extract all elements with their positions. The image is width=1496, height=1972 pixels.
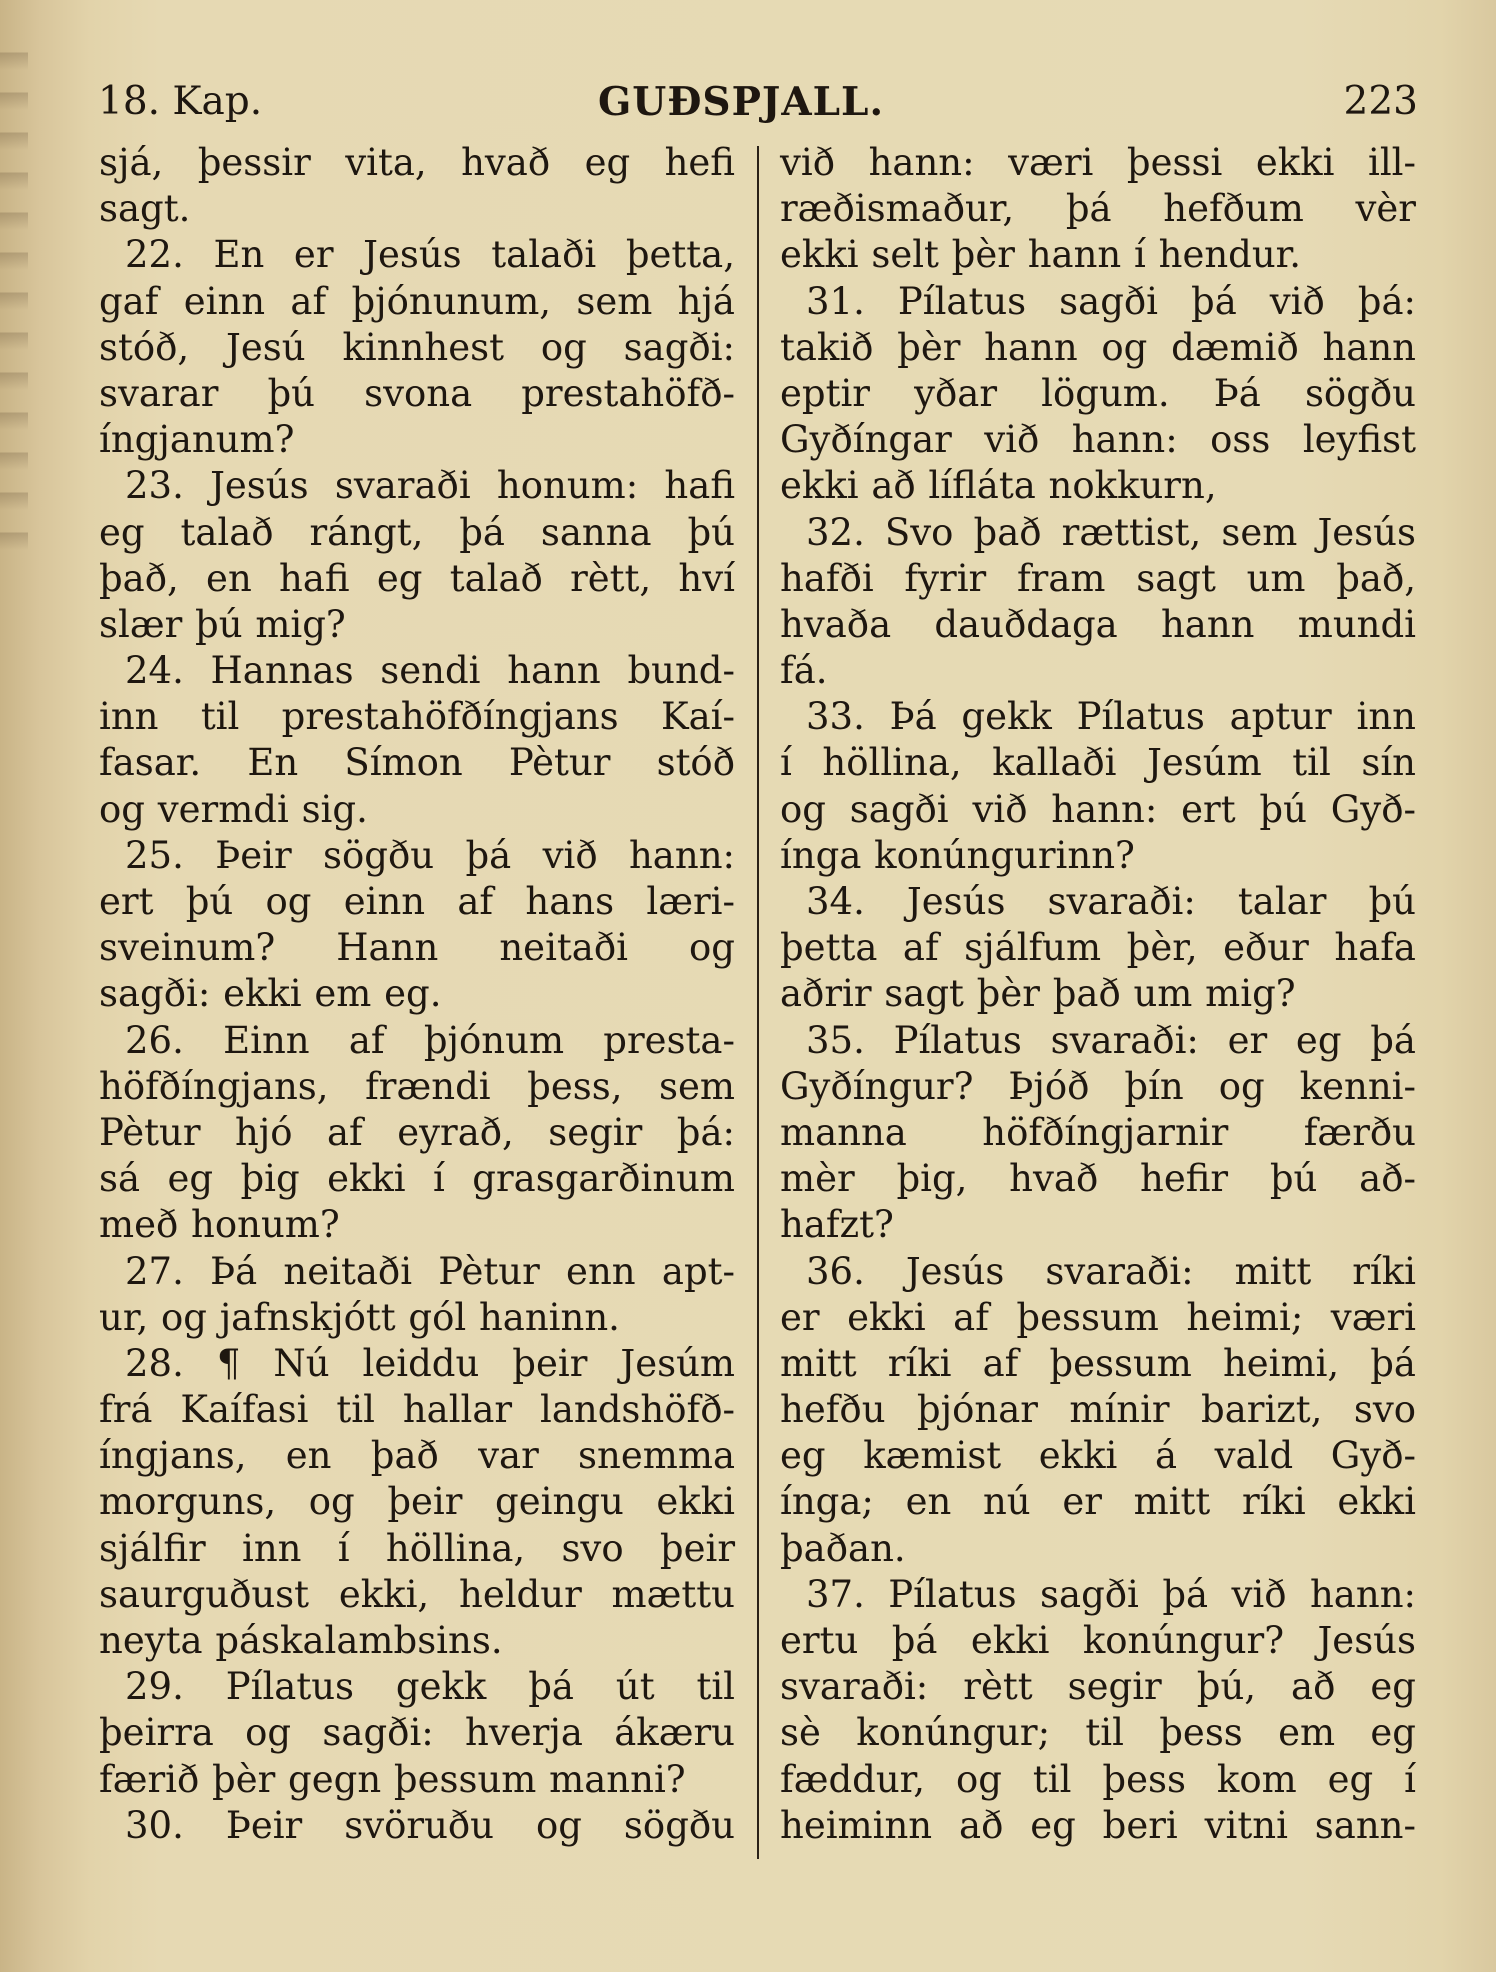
text-line: svaraði: rètt segir þú, að eg: [780, 1665, 1416, 1709]
text-line: 31. Pílatus sagði þá við þá:: [806, 279, 1416, 323]
text-line: 29. Pílatus gekk þá út til: [125, 1665, 735, 1709]
text-line: 37. Pílatus sagði þá við hann:: [806, 1572, 1416, 1616]
text-line: fæddur, og til þess kom eg í: [780, 1757, 1416, 1801]
text-line: með honum?: [99, 1203, 340, 1247]
text-line: sè konúngur; til þess em eg: [780, 1711, 1416, 1755]
text-line: 24. Hannas sendi hann bund-: [125, 649, 735, 693]
text-line: ínga konúngurinn?: [780, 833, 1135, 877]
page-number: 223: [1343, 79, 1418, 124]
book-title: GUÐSPJALL.: [598, 79, 885, 125]
text-line: íngjans, en það var snemma: [99, 1434, 735, 1478]
text-line: 33. Þá gekk Pílatus aptur inn: [806, 695, 1416, 739]
text-line: saurguðust ekki, heldur mættu: [99, 1572, 735, 1616]
text-line: 36. Jesús svaraði: mitt ríki: [806, 1249, 1416, 1293]
text-line: ræðismaður, þá hefðum vèr: [780, 187, 1416, 231]
text-line: Gyðíngur? Þjóð þín og kenni-: [780, 1064, 1416, 1108]
text-line: slær þú mig?: [99, 602, 346, 646]
text-line: 26. Einn af þjónum presta-: [125, 1018, 735, 1062]
text-line: ertu þá ekki konúngur? Jesús: [780, 1619, 1416, 1662]
text-line: 22. En er Jesús talaði þetta,: [125, 233, 735, 277]
text-line: sagði: ekki em eg.: [99, 972, 442, 1016]
text-line: stóð, Jesú kinnhest og sagði:: [99, 325, 735, 369]
text-line: manna höfðíngjarnir færðu: [780, 1110, 1416, 1154]
text-line: svarar þú svona prestahöfð-: [99, 371, 735, 415]
text-line: ekki að lífláta nokkurn,: [780, 464, 1217, 508]
text-line: fasar. En Símon Pètur stóð: [99, 741, 735, 785]
text-line: þetta af sjálfum þèr, eður hafa: [780, 926, 1416, 970]
text-line: 27. Þá neitaði Pètur enn apt-: [125, 1249, 735, 1293]
text-line: þaðan.: [780, 1526, 906, 1570]
chapter-label: 18. Kap.: [98, 79, 263, 124]
text-line: sá eg þig ekki í grasgarðinum: [99, 1157, 735, 1201]
text-line: hafði fyrir fram sagt um það,: [780, 556, 1416, 600]
text-line: gaf einn af þjónunum, sem hjá: [99, 279, 735, 323]
text-line: mèr þig, hvað hefir þú að-: [780, 1157, 1416, 1201]
text-line: 25. Þeir sögðu þá við hann:: [125, 833, 735, 877]
text-line: Pètur hjó af eyrað, segir þá:: [99, 1110, 735, 1154]
text-line: eptir yðar lögum. Þá sögðu: [780, 371, 1416, 415]
text-line: hefðu þjónar mínir barizt, svo: [780, 1388, 1416, 1432]
text-line: við hann: væri þessi ekki ill-: [780, 141, 1416, 184]
text-line: morguns, og þeir geingu ekki: [99, 1480, 735, 1524]
text-line: er ekki af þessum heimi; væri: [780, 1295, 1416, 1339]
text-line: 32. Svo það rættist, sem Jesús: [806, 510, 1416, 554]
text-line: eg kæmist ekki á vald Gyð-: [780, 1434, 1416, 1478]
text-line: aðrir sagt þèr það um mig?: [780, 972, 1296, 1016]
text-line: ekki selt þèr hann í hendur.: [780, 233, 1302, 277]
facing-page-edge: [0, 30, 28, 550]
left-text-column: [99, 140, 735, 1849]
text-line: færið þèr gegn þessum manni?: [99, 1757, 686, 1801]
text-line: sagt.: [99, 187, 191, 231]
text-line: neyta páskalambsins.: [99, 1619, 503, 1662]
text-line: Gyðíngar við hann: oss leyfist: [780, 418, 1416, 462]
text-line: mitt ríki af þessum heimi, þá: [780, 1341, 1416, 1385]
column-divider: [757, 146, 759, 1859]
text-line: eg talað rángt, þá sanna þú: [99, 510, 735, 554]
text-line: það, en hafi eg talað rètt, hví: [99, 556, 735, 600]
text-line: ert þú og einn af hans læri-: [99, 880, 735, 923]
text-line: ínga; en nú er mitt ríki ekki: [780, 1480, 1416, 1524]
text-line: takið þèr hann og dæmið hann: [780, 325, 1416, 369]
text-line: sjá, þessir vita, hvað eg hefi: [99, 141, 735, 184]
running-header: [98, 74, 1418, 130]
text-line: heiminn að eg beri vitni sann-: [780, 1803, 1416, 1847]
text-line: inn til prestahöfðíngjans Kaí-: [99, 695, 735, 739]
text-line: 23. Jesús svaraði honum: hafi: [125, 464, 735, 508]
text-line: og vermdi sig.: [99, 787, 368, 831]
text-line: 34. Jesús svaraði: talar þú: [806, 880, 1416, 923]
text-line: og sagði við hann: ert þú Gyð-: [780, 787, 1416, 831]
text-line: hafzt?: [780, 1203, 894, 1247]
text-line: íngjanum?: [99, 418, 295, 462]
text-line: þeirra og sagði: hverja ákæru: [99, 1711, 735, 1755]
right-text-column: [780, 140, 1416, 1849]
text-line: höfðíngjans, frændi þess, sem: [99, 1064, 735, 1108]
text-line: fá.: [780, 649, 828, 693]
text-line: sveinum? Hann neitaði og: [99, 926, 735, 970]
text-line: ur, og jafnskjótt gól haninn.: [99, 1295, 620, 1339]
text-line: frá Kaífasi til hallar landshöfð-: [99, 1388, 735, 1432]
text-line: 28. ¶ Nú leiddu þeir Jesúm: [125, 1341, 735, 1385]
text-line: 35. Pílatus svaraði: er eg þá: [806, 1018, 1416, 1062]
text-line: sjálfir inn í höllina, svo þeir: [99, 1526, 735, 1570]
text-line: 30. Þeir svöruðu og sögðu: [125, 1803, 735, 1847]
text-line: hvaða dauðdaga hann mundi: [780, 602, 1416, 646]
text-line: í höllina, kallaði Jesúm til sín: [780, 741, 1416, 785]
